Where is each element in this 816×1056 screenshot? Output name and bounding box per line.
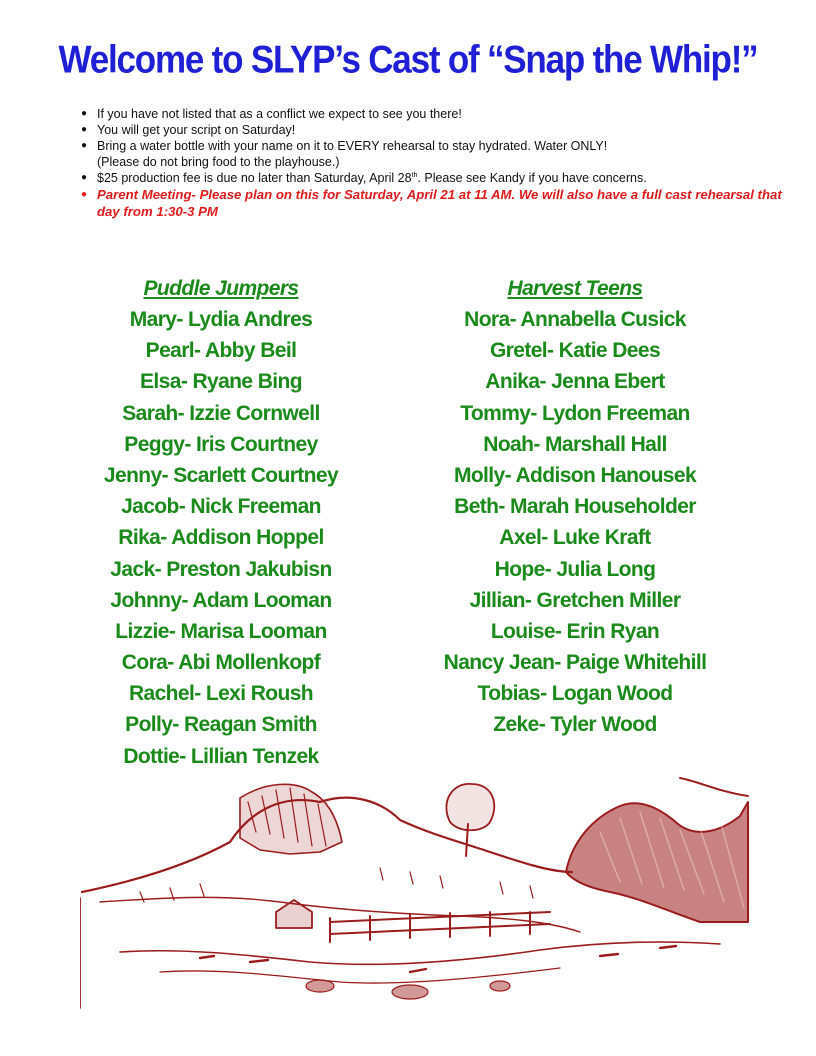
cast-column-puddle-jumpers xyxy=(56,273,386,772)
note-text: (Please do not bring food to the playhouse.) xyxy=(97,155,340,169)
cast-member: Jenny- Scarlett Courtney xyxy=(103,463,339,487)
note-item xyxy=(80,122,800,138)
cast-member: Sarah- Izzie Cornwell xyxy=(122,401,320,425)
note-item xyxy=(80,170,800,186)
cast-member: Polly- Reagan Smith xyxy=(125,713,317,737)
cast-heading: Harvest Teens xyxy=(507,277,643,300)
cast-member: Hope- Julia Long xyxy=(494,557,656,581)
cast-column-harvest-teens xyxy=(410,273,740,741)
cast-member: Zeke- Tyler Wood xyxy=(493,713,657,737)
page-title: Welcome to SLYP’s Cast of “Snap the Whip!” xyxy=(58,38,758,82)
ordinal-suffix: th xyxy=(411,171,418,179)
cast-member: Axel- Luke Kraft xyxy=(499,526,651,550)
note-text: If you have not listed that as a conflict we expect to see you there! xyxy=(97,107,462,121)
cast-heading: Puddle Jumpers xyxy=(143,277,299,300)
cast-member: Jack- Preston Jakubisn xyxy=(110,557,332,581)
cast-member: Nora- Annabella Cusick xyxy=(464,308,686,331)
cast-member: Anika- Jenna Ebert xyxy=(485,370,665,394)
cast-member: Elsa- Ryane Bing xyxy=(140,370,302,394)
farm-landscape-illustration xyxy=(80,772,752,1010)
note-item xyxy=(80,138,800,170)
parent-meeting-note xyxy=(80,186,800,220)
cast-member: Molly- Addison Hanousek xyxy=(453,463,697,487)
cast-member: Lizzie- Marisa Looman xyxy=(115,619,327,643)
cast-member: Nancy Jean- Paige Whitehill xyxy=(443,651,707,675)
note-item xyxy=(80,106,800,122)
cast-member: Rika- Addison Hoppel xyxy=(118,526,324,550)
note-text: Bring a water bottle with your name on it to EVERY rehearsal to stay hydrated. Water ONLY! xyxy=(97,139,608,153)
cast-member: Tommy- Lydon Freeman xyxy=(460,401,690,425)
cast-member: Dottie- Lillian Tenzek xyxy=(123,744,319,768)
notes-list xyxy=(80,106,800,220)
cast-member: Beth- Marah Householder xyxy=(454,495,696,519)
cast-member: Cora- Abi Mollenkopf xyxy=(121,651,321,675)
cast-member: Peggy- Iris Courtney xyxy=(124,432,318,456)
cast-member: Mary- Lydia Andres xyxy=(129,308,313,331)
cast-member: Jillian- Gretchen Miller xyxy=(469,588,681,612)
note-text: . Please see Kandy if you have concerns. xyxy=(417,171,647,185)
note-text: You will get your script on Saturday! xyxy=(97,123,296,137)
cast-member: Jacob- Nick Freeman xyxy=(121,495,321,519)
cast-list xyxy=(56,304,386,772)
cast-member: Gretel- Katie Dees xyxy=(489,339,661,363)
note-text: $25 production fee is due no later than Saturday, April 28 xyxy=(97,171,412,185)
cast-list xyxy=(410,304,740,741)
cast-member: Pearl- Abby Beil xyxy=(145,339,297,363)
cast-member: Johnny- Adam Looman xyxy=(110,588,332,612)
cast-member: Rachel- Lexi Roush xyxy=(128,682,314,706)
cast-member: Louise- Erin Ryan xyxy=(490,619,660,643)
cast-member: Tobias- Logan Wood xyxy=(477,682,673,706)
cast-member: Noah- Marshall Hall xyxy=(483,432,667,456)
note-text: Parent Meeting- Please plan on this for Saturday, April 21 at 11 AM. We will also have a full cast rehearsal that day from 1:30-3 PM xyxy=(97,187,782,219)
